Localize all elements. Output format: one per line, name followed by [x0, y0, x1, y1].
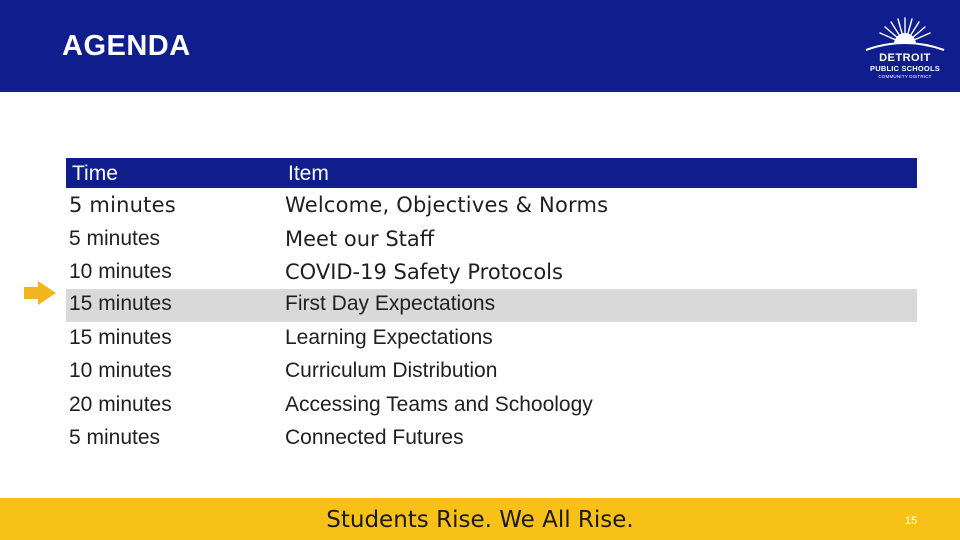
- row-time: 20 minutes: [69, 393, 172, 416]
- row-item: First Day Expectations: [285, 292, 496, 315]
- table-row: [66, 323, 917, 356]
- table-row: [66, 257, 917, 290]
- column-header-time: Time: [72, 162, 118, 185]
- logo-text-community-district: COMMUNITY DISTRICT: [878, 74, 932, 79]
- row-item: Connected Futures: [285, 426, 464, 449]
- row-item: Curriculum Distribution: [285, 359, 498, 382]
- row-item: Meet our Staff: [285, 227, 435, 251]
- row-time: 10 minutes: [69, 260, 172, 283]
- row-item: Accessing Teams and Schoology: [285, 393, 593, 416]
- row-time: 5 minutes: [69, 426, 161, 449]
- logo-text-public-schools: PUBLIC SCHOOLS: [870, 64, 940, 73]
- row-time: 10 minutes: [69, 359, 172, 382]
- table-row: [66, 356, 917, 389]
- footer-bar: [0, 498, 960, 540]
- table-row: [66, 224, 917, 257]
- table-row: [66, 190, 917, 223]
- header-bar: [0, 0, 960, 92]
- row-time: 5 minutes: [69, 193, 176, 217]
- row-item: Welcome, Objectives & Norms: [285, 193, 609, 217]
- footer-tagline: Students Rise. We All Rise.: [326, 507, 634, 533]
- district-logo: [862, 14, 948, 80]
- row-time: 15 minutes: [69, 292, 172, 315]
- agenda-table-header: [66, 158, 917, 188]
- row-time: 15 minutes: [69, 326, 172, 349]
- rising-sun-icon: [862, 14, 948, 54]
- table-row: [66, 390, 917, 423]
- logo-text-detroit: DETROIT: [879, 52, 931, 64]
- arrow-right-icon: [23, 280, 57, 306]
- row-time: 5 minutes: [69, 227, 161, 250]
- page-title: AGENDA: [62, 30, 191, 62]
- row-item: Learning Expectations: [285, 326, 493, 349]
- table-row-current: [66, 289, 917, 322]
- column-header-item: Item: [288, 162, 329, 185]
- row-item: COVID-19 Safety Protocols: [285, 260, 563, 284]
- table-row: [66, 423, 917, 456]
- slide-number: 15: [904, 515, 918, 527]
